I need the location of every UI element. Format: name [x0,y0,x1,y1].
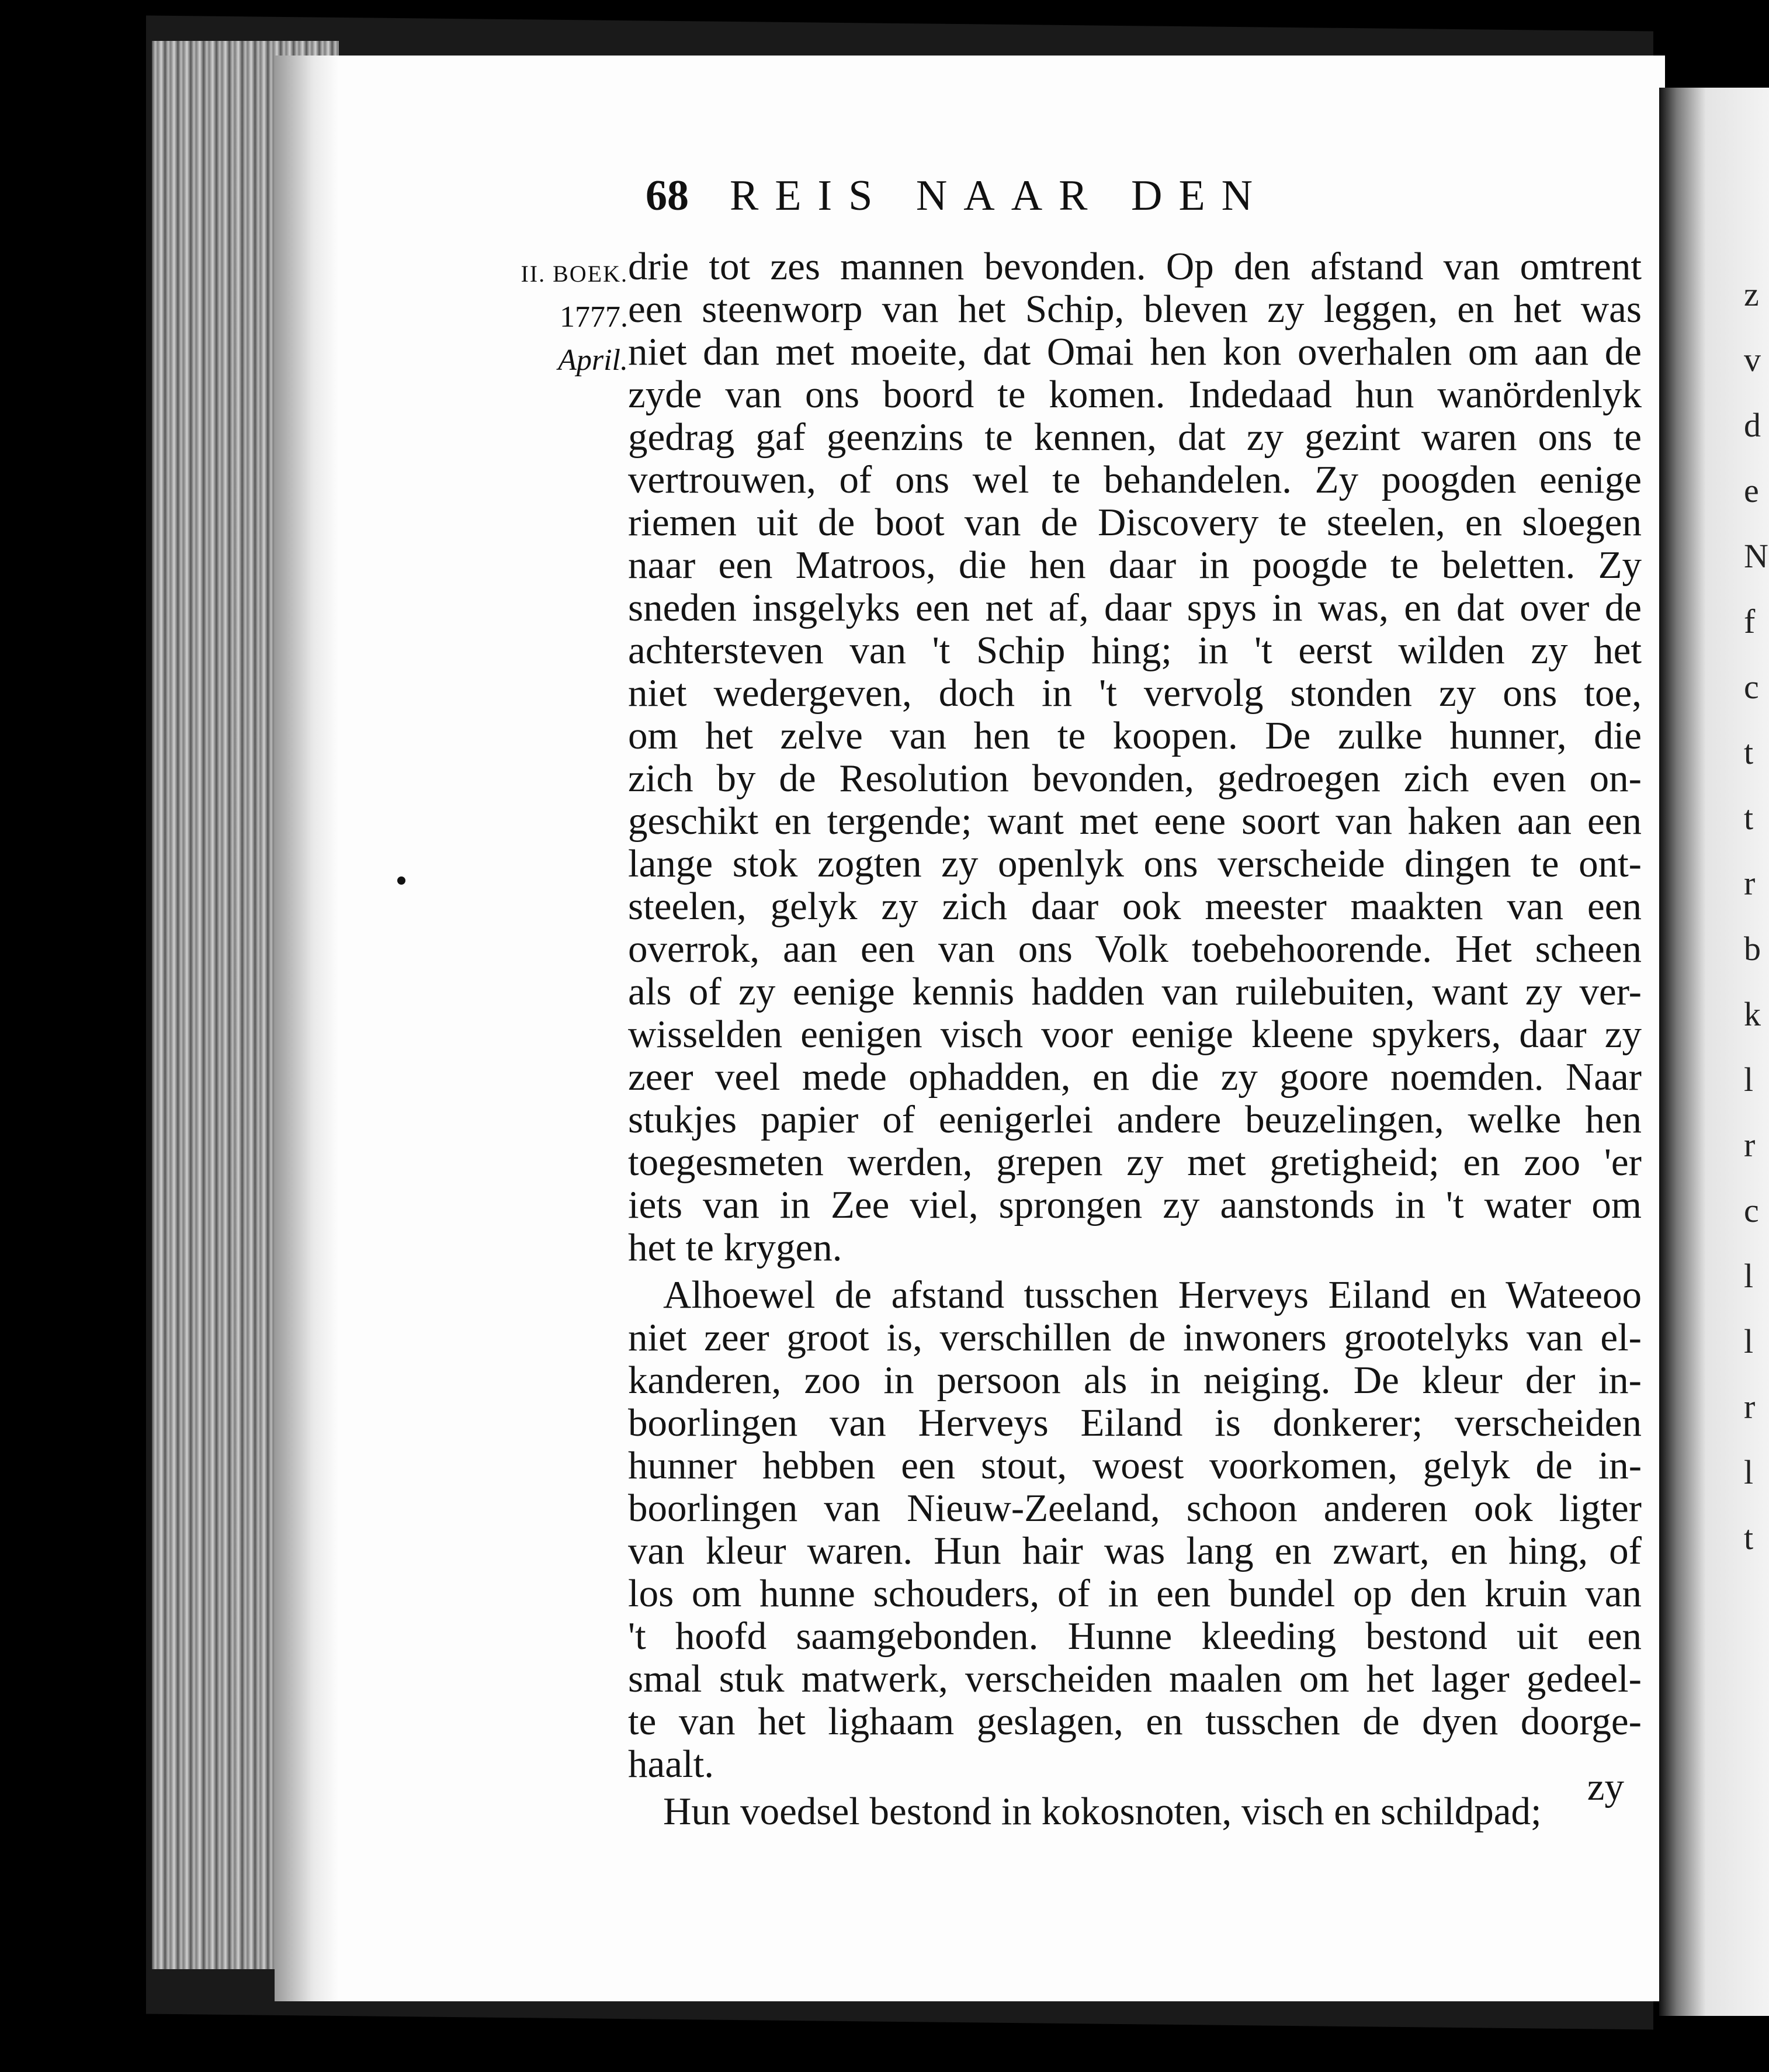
text-line: steelen, gelyk zy zich daar ook meester maakten van een [628,885,1642,928]
facing-page-letter: c [1744,1191,1759,1229]
text-line: overrok, aan een van ons Volk toebehoorende. Het scheen [628,927,1642,971]
text-line: niet dan met moeite, dat Omai hen kon overhalen om aan de [628,330,1642,373]
text-line: kanderen, zoo in persoon als in neiging. De kleur der in- [628,1359,1642,1402]
text-line: toegesmeten werden, grepen zy met gretigheid; en zoo 'er [628,1141,1642,1184]
text-line: iets van in Zee viel, sprongen zy aanstonds in 't water om [628,1183,1642,1226]
page-header [646,167,1463,225]
ink-spot [397,876,405,885]
page-number: 68 [646,171,689,220]
text-line: zich by de Resolution bevonden, gedroegen zich even on- [628,757,1642,800]
text-line: riemen uit de boot van de Discovery te steelen, en sloegen [628,501,1642,544]
margin-book: II. BOEK. [521,261,628,287]
text-line: stukjes papier of eenigerlei andere beuzelingen, welke hen [628,1098,1642,1141]
text-line: smal stuk matwerk, verscheiden maalen om het lager gedeel- [628,1657,1642,1700]
facing-page-letter: c [1744,668,1759,706]
facing-page-letter: t [1744,733,1754,771]
text-line: vertrouwen, of ons wel te behandelen. Zy poogden eenige [628,458,1642,501]
text-line: hunner hebben een stout, woest voorkomen, gelyk de in- [628,1444,1642,1487]
text-line: los om hunne schouders, of in een bundel op den kruin van [628,1572,1642,1615]
text-line: naar een Matroos, die hen daar in poogde te beletten. Zy [628,543,1642,587]
facing-page-letter: k [1744,995,1761,1033]
facing-page-letter: r [1744,864,1756,902]
text-line: te van het lighaam geslagen, en tusschen de dyen doorge- [628,1700,1642,1743]
facing-page-letter: l [1744,1453,1754,1491]
catchword: zy [1587,1765,1624,1808]
facing-page-letter: N [1744,537,1768,575]
text-line: een steenworp van het Schip, bleven zy leggen, en het was [628,287,1642,331]
text-line: Hun voedsel bestond in kokosnoten, visch en schildpad; [663,1790,1542,1833]
facing-page-letter: l [1744,1257,1754,1295]
facing-page-letter: b [1744,930,1761,968]
gutter-shading [275,56,339,2001]
text-line: zyde van ons boord te komen. Indedaad hun wanördenlyk [628,373,1642,416]
text-line: wisselden eenigen visch voor eenige kleene spykers, daar zy [628,1013,1642,1056]
text-line: lange stok zogten zy openlyk ons verscheide dingen te ont- [628,842,1642,885]
facing-page-letter: t [1744,1519,1754,1557]
text-line: drie tot zes mannen bevonden. Op den afstand van omtrent [628,245,1642,288]
text-line: boorlingen van Nieuw-Zeeland, schoon anderen ook ligter [628,1487,1642,1530]
text-line: niet zeer groot is, verschillen de inwoners grootelyks van el- [628,1316,1642,1359]
facing-page-letter: e [1744,472,1759,510]
margin-month: April. [558,344,628,377]
facing-page-letter: v [1744,341,1761,379]
facing-page-letter: r [1744,1388,1756,1426]
text-line: boorlingen van Herveys Eiland is donkerer; verscheiden [628,1401,1642,1444]
facing-page-letter: r [1744,1126,1756,1164]
text-line: Alhoewel de afstand tusschen Herveys Eiland en Wateeoo [663,1273,1642,1316]
running-head: REIS NAAR DEN [730,171,1269,220]
facing-page-letter: d [1744,406,1761,444]
text-line: zeer veel mede ophadden, en die zy goore noemden. Naar [628,1055,1642,1099]
body-text [628,245,1642,1833]
text-line: om het zelve van hen te koopen. De zulke hunner, die [628,714,1642,757]
text-line: gedrag gaf geenzins te kennen, dat zy gezint waren ons te [628,415,1642,459]
text-line: niet wedergeven, doch in 't vervolg stonden zy ons toe, [628,671,1642,715]
text-line: sneden insgelyks een net af, daar spys in was, en dat over de [628,586,1642,629]
text-line: achtersteven van 't Schip hing; in 't eerst wilden zy het [628,629,1642,672]
margin-note [494,252,628,382]
facing-page-letter: l [1744,1061,1754,1099]
facing-page-letter: f [1744,602,1756,640]
facing-page-letter: z [1744,275,1759,313]
margin-year: 1777. [560,300,628,334]
text-line: geschikt en tergende; want met eene soort van haken aan een [628,799,1642,843]
text-line: het te krygen. [628,1226,842,1269]
facing-page-letter: l [1744,1322,1754,1360]
facing-page-letter: t [1744,799,1754,837]
text-line: van kleur waren. Hun hair was lang en zwart, en hing, of [628,1529,1642,1572]
text-line: haalt. [628,1742,714,1786]
text-line: als of zy eenige kennis hadden van ruilebuiten, want zy ver- [628,970,1642,1013]
text-line: 't hoofd saamgebonden. Hunne kleeding bestond uit een [628,1614,1642,1658]
facing-page-fragments [1744,275,1769,1584]
